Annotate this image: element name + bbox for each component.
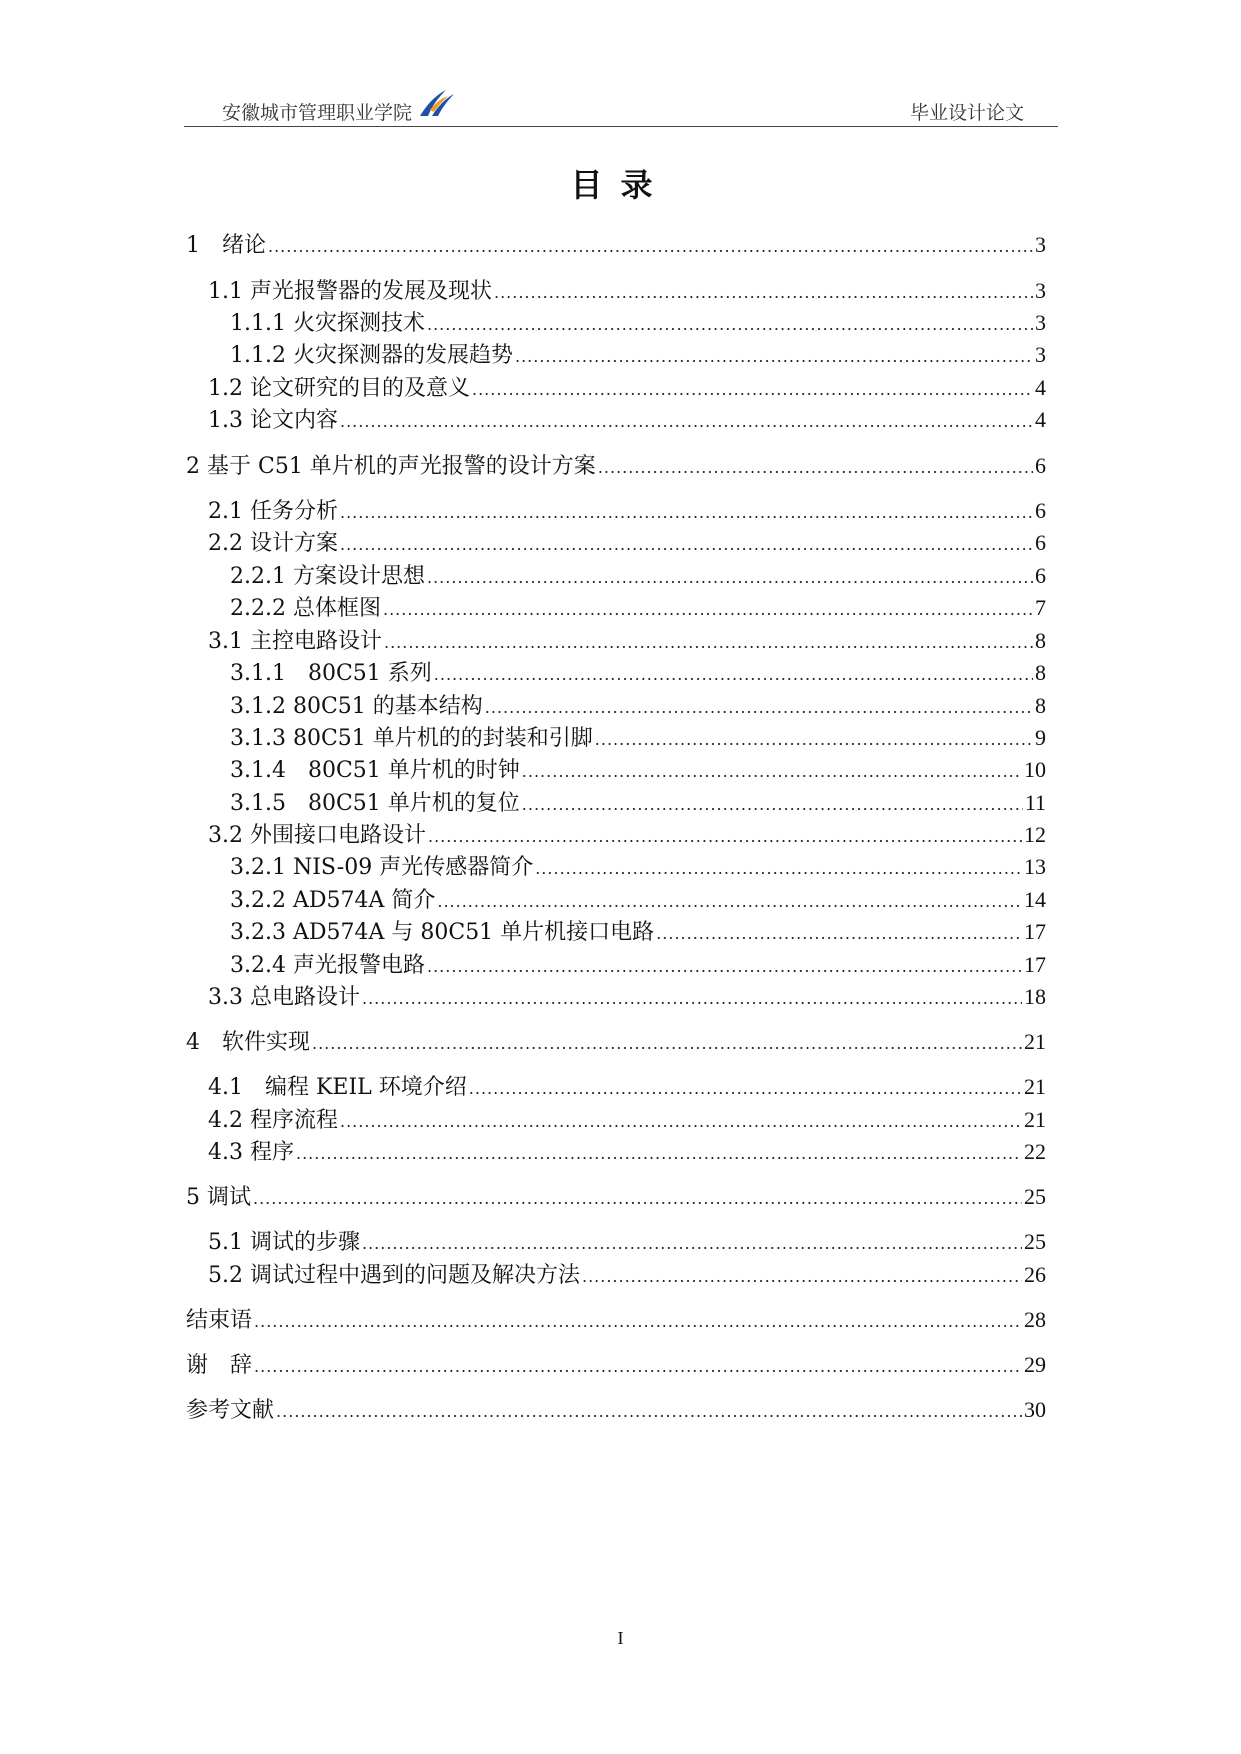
toc-entry-page: 21 [1024,1029,1046,1054]
toc-entry [230,723,1046,753]
toc-entry-label: 参考文献 [186,1398,275,1423]
toc-entry [230,852,1046,882]
toc-leader-dots [656,919,1022,949]
toc-entry-label: 3.1.2 80C51 的基本结构 [230,694,483,719]
toc-entry-page: 6 [1035,498,1046,523]
toc-entry [208,373,1046,403]
toc-leader-dots [522,757,1022,787]
toc-entry-page: 9 [1035,725,1046,750]
toc-entry-page: 14 [1024,887,1046,912]
toc-entry [186,451,1046,481]
toc-entry-label: 3.1.3 80C51 单片机的的封装和引脚 [230,726,593,751]
toc-leader-dots [312,1029,1022,1059]
toc-entry-label: 2.2 设计方案 [208,531,338,556]
toc-entry-label: 3.1.5 80C51 单片机的复位 [230,791,520,816]
toc-leader-dots [437,887,1022,917]
toc-entry [230,308,1046,338]
toc-leader-dots [383,595,1033,625]
toc-entry [208,820,1046,850]
toc-leader-dots [340,407,1033,437]
toc-entry-label: 结束语 [186,1308,253,1333]
toc-leader-dots [522,790,1023,820]
toc-leader-dots [340,1107,1022,1137]
toc-leader-dots [276,1397,1022,1427]
toc-entry [230,658,1046,688]
toc-entry-label: 5 调试 [186,1185,251,1210]
toc-entry-page: 8 [1035,660,1046,685]
toc-entry-page: 8 [1035,628,1046,653]
toc-entry-page: 17 [1024,919,1046,944]
toc-title: 目录 [570,166,671,204]
toc-entry [230,340,1046,370]
toc-entry-page: 3 [1035,232,1046,257]
toc-entry [186,1182,1046,1212]
toc-entry-page: 6 [1035,530,1046,555]
toc-entry-label: 4.1 编程 KEIL 环境介绍 [208,1075,467,1100]
toc-entry-page: 22 [1024,1139,1046,1164]
toc-leader-dots [582,1262,1022,1292]
toc-entry-label: 1.3 论文内容 [208,408,338,433]
toc-entry-page: 4 [1035,407,1046,432]
toc-entry [208,1137,1046,1167]
toc-entry-page: 29 [1024,1352,1046,1377]
toc-entry [208,528,1046,558]
toc-leader-dots [254,1307,1022,1337]
toc-entry [208,1072,1046,1102]
toc-leader-dots [427,952,1022,982]
toc-entry [230,950,1046,980]
toc-entry [186,1305,1046,1335]
school-name: 安徽城市管理职业学院 [222,102,413,124]
toc-entry-page: 6 [1035,453,1046,478]
toc-entry-page: 21 [1024,1107,1046,1132]
toc-entry-page: 21 [1024,1074,1046,1099]
toc-entry [230,593,1046,623]
toc-entry [208,496,1046,526]
toc-entry-label: 1.1 声光报警器的发展及现状 [208,279,492,304]
toc-leader-dots [384,628,1033,658]
toc-leader-dots [427,310,1033,340]
toc-entry-page: 26 [1024,1262,1046,1287]
toc-leader-dots [340,530,1033,560]
toc-leader-dots [515,342,1033,372]
toc-entry [208,276,1046,306]
toc-entry [208,405,1046,435]
toc-leader-dots [494,278,1033,308]
toc-entry-label: 3.2.4 声光报警电路 [230,953,425,978]
toc-entry-label: 5.2 调试过程中遇到的问题及解决方法 [208,1263,580,1288]
toc-leader-dots [362,1229,1022,1259]
document-type: 毕业设计论文 [909,102,1024,124]
toc-entry-page: 25 [1024,1184,1046,1209]
toc-leader-dots [427,563,1033,593]
toc-entry-label: 3.3 总电路设计 [208,985,360,1010]
toc-entry [230,755,1046,785]
toc-leader-dots [268,232,1033,262]
toc-entry-page: 30 [1024,1397,1046,1422]
toc-entry [186,1395,1046,1425]
toc-entry-label: 3.1.1 80C51 系列 [230,661,432,686]
toc-entry [230,691,1046,721]
toc-entry-label: 2.2.2 总体框图 [230,596,381,621]
toc-entry-label: 4 软件实现 [186,1030,310,1055]
toc-entry-page: 13 [1024,854,1046,879]
toc-entry [208,982,1046,1012]
toc-entry-page: 6 [1035,563,1046,588]
toc-entry-label: 3.2.3 AD574A 与 80C51 单片机接口电路 [230,920,655,945]
toc-entry-label: 5.1 调试的步骤 [208,1230,360,1255]
toc-entry-label: 3.2.1 NIS-09 声光传感器简介 [230,855,534,880]
toc-entry [230,561,1046,591]
page-number: I [617,1628,624,1648]
toc-entry-label: 4.3 程序 [208,1140,294,1165]
toc-leader-dots [428,822,1022,852]
toc-entry-label: 2.2.1 方案设计思想 [230,564,425,589]
toc-entry [186,1027,1046,1057]
toc-leader-dots [598,453,1033,483]
toc-leader-dots [485,693,1033,723]
toc-leader-dots [340,498,1033,528]
toc-entry [208,626,1046,656]
toc-entry [186,1350,1046,1380]
toc-leader-dots [469,1074,1022,1104]
toc-leader-dots [254,1352,1022,1382]
toc-entry-page: 3 [1035,310,1046,335]
toc-entry-label: 2 基于 C51 单片机的声光报警的设计方案 [186,454,596,479]
toc-leader-dots [296,1139,1022,1169]
toc-entry-page: 4 [1035,375,1046,400]
toc-leader-dots [362,984,1022,1014]
toc-leader-dots [434,660,1033,690]
toc-entry [230,885,1046,915]
toc-entry-label: 3.1 主控电路设计 [208,629,382,654]
toc-entry-label: 3.2.2 AD574A 简介 [230,888,436,913]
toc-leader-dots [253,1184,1022,1214]
toc-entry-label: 谢 辞 [186,1353,253,1378]
toc-entry-page: 8 [1035,693,1046,718]
toc-entry-page: 3 [1035,342,1046,367]
toc-leader-dots [535,854,1022,884]
toc-entry [208,1227,1046,1257]
toc-entry [186,230,1046,260]
toc-entry [230,917,1046,947]
toc-entry-page: 25 [1024,1229,1046,1254]
toc-entry-page: 11 [1024,790,1046,815]
toc-entry [208,1105,1046,1135]
toc-leader-dots [472,375,1033,405]
toc-entry [230,788,1046,818]
toc-entry-page: 28 [1024,1307,1046,1332]
toc-entry-page: 12 [1024,822,1046,847]
toc-entry-label: 1 绪论 [186,233,266,258]
toc-entry-page: 10 [1024,757,1046,782]
toc-entry-page: 17 [1024,952,1046,977]
toc-leader-dots [595,725,1033,755]
toc-entry-page: 3 [1035,278,1046,303]
toc-entry-label: 3.2 外围接口电路设计 [208,823,426,848]
toc-entry-label: 1.1.1 火灾探测技术 [230,311,425,336]
toc-entry-label: 3.1.4 80C51 单片机的时钟 [230,758,520,783]
toc-entry-page: 7 [1035,595,1046,620]
toc-entry-label: 4.2 程序流程 [208,1108,338,1133]
toc-entry-label: 1.2 论文研究的目的及意义 [208,376,470,401]
toc-entry [208,1260,1046,1290]
toc-entry-page: 18 [1024,984,1046,1009]
toc-entry-label: 2.1 任务分析 [208,499,338,524]
toc-entry-label: 1.1.2 火灾探测器的发展趋势 [230,343,513,368]
